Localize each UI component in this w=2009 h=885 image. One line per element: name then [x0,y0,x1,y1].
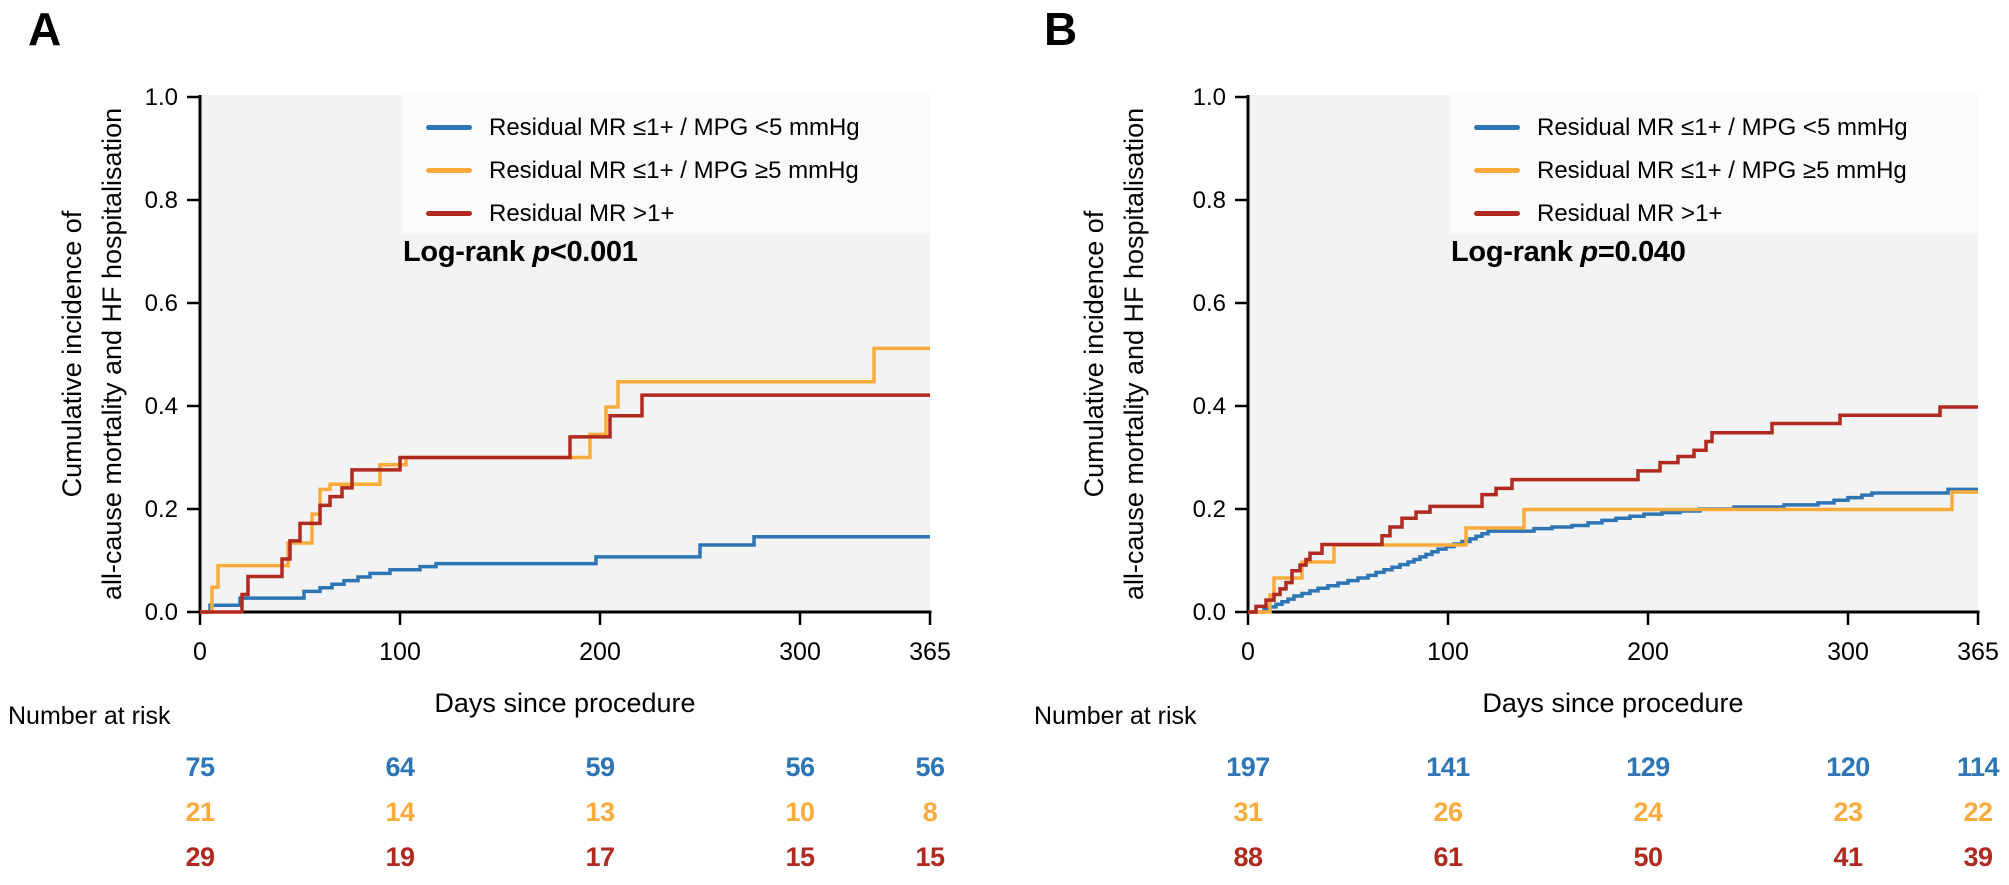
panel-b-y-axis-label [1074,34,1154,674]
risk-count-blue-B: 141 [1426,752,1470,782]
y-axis-label-line1: Cumulative incidence of [1079,210,1109,498]
panel-a-letter: A [28,3,61,55]
risk-count-red-A: 15 [915,842,945,872]
legend-item-mr-gt1 [1450,192,1978,235]
x-tick-label-B: 365 [1957,638,1999,666]
y-axis-label-line2: all-cause mortality and HF hospitalisation [97,107,127,601]
y-tick-label-B: 0.2 [1192,496,1226,523]
legend-item-mr-le1-mpg-ge5 [1450,149,1978,192]
x-tick-label-A: 365 [909,638,951,666]
legend-line-red-icon [1474,211,1520,216]
panel-a-legend [402,93,930,234]
legend-item-mr-le1-mpg-lt5 [402,106,930,149]
legend-label: Residual MR ≤1+ / MPG ≥5 mmHg [489,156,859,184]
legend-line-orange-icon [426,168,472,173]
legend-item-mr-le1-mpg-ge5 [402,149,930,192]
x-tick-label-B: 0 [1241,638,1255,666]
logrank-p-symbol: p [532,236,550,268]
risk-count-red-A: 29 [185,842,215,872]
legend-line-red-icon [426,211,472,216]
risk-count-blue-B: 120 [1826,752,1870,782]
logrank-prefix: Log-rank [403,236,533,268]
risk-count-orange-B: 24 [1633,797,1663,827]
risk-count-orange-B: 23 [1833,797,1863,827]
y-tick-label-B: 1.0 [1192,84,1226,111]
risk-count-red-B: 50 [1633,842,1663,872]
x-tick-label-A: 200 [579,638,621,666]
risk-count-red-A: 19 [385,842,415,872]
panel-b-legend [1450,93,1978,234]
y-tick-label-A: 0.8 [144,187,178,214]
panel-a-logrank-annotation [403,236,638,269]
risk-count-orange-B: 22 [1963,797,1993,827]
legend-label: Residual MR ≤1+ / MPG <5 mmHg [489,113,860,141]
risk-count-blue-B: 114 [1956,752,2000,782]
logrank-value: =0.040 [1597,236,1686,268]
panel-a-y-axis-label [52,34,132,674]
legend-line-blue-icon [426,125,472,130]
y-axis-label-line1: Cumulative incidence of [57,210,87,498]
panel-a-x-axis-label: Days since procedure [434,688,696,718]
x-tick-label-A: 0 [193,638,207,666]
risk-count-orange-A: 21 [185,797,215,827]
risk-count-blue-A: 56 [915,752,945,782]
risk-count-red-B: 41 [1833,842,1863,872]
y-tick-label-B: 0.0 [1192,599,1226,626]
logrank-value: <0.001 [549,236,638,268]
y-tick-label-B: 0.4 [1192,393,1226,420]
y-tick-label-A: 0.4 [144,393,178,420]
legend-line-orange-icon [1474,168,1520,173]
risk-count-blue-A: 56 [785,752,815,782]
y-tick-label-A: 0.0 [144,599,178,626]
risk-count-blue-B: 129 [1626,752,1670,782]
legend-item-mr-gt1 [402,192,930,235]
x-tick-label-B: 100 [1427,638,1469,666]
risk-count-blue-A: 59 [585,752,615,782]
logrank-p-symbol: p [1580,236,1598,268]
panel-a-number-at-risk-label: Number at risk [8,702,171,730]
risk-count-red-B: 61 [1433,842,1463,872]
risk-count-orange-B: 31 [1233,797,1263,827]
x-tick-label-A: 300 [779,638,821,666]
y-tick-label-A: 0.2 [144,496,178,523]
x-tick-label-B: 300 [1827,638,1869,666]
y-tick-label-B: 0.6 [1192,290,1226,317]
legend-label: Residual MR ≤1+ / MPG <5 mmHg [1537,113,1908,141]
risk-count-red-A: 15 [785,842,815,872]
risk-count-orange-A: 8 [922,797,938,827]
risk-count-red-A: 17 [585,842,615,872]
panel-b-number-at-risk-label: Number at risk [1034,702,1197,730]
panel-b-letter: B [1044,3,1077,55]
panel-b-logrank-annotation [1451,236,1686,269]
risk-count-orange-A: 10 [785,797,815,827]
legend-label: Residual MR >1+ [1537,199,1723,227]
risk-count-blue-B: 197 [1226,752,1270,782]
x-tick-label-B: 200 [1627,638,1669,666]
risk-count-red-B: 39 [1963,842,1993,872]
legend-line-blue-icon [1474,125,1520,130]
y-tick-label-B: 0.8 [1192,187,1226,214]
risk-count-red-B: 88 [1233,842,1263,872]
risk-count-orange-A: 14 [385,797,415,827]
legend-label: Residual MR ≤1+ / MPG ≥5 mmHg [1537,156,1907,184]
legend-label: Residual MR >1+ [489,199,675,227]
risk-count-blue-A: 64 [385,752,415,782]
logrank-prefix: Log-rank [1451,236,1581,268]
risk-count-orange-A: 13 [585,797,615,827]
y-tick-label-A: 0.6 [144,290,178,317]
panel-b-x-axis-label: Days since procedure [1482,688,1744,718]
legend-item-mr-le1-mpg-lt5 [1450,106,1978,149]
y-tick-label-A: 1.0 [144,84,178,111]
y-axis-label-line2: all-cause mortality and HF hospitalisation [1119,107,1149,601]
x-tick-label-A: 100 [379,638,421,666]
risk-count-blue-A: 75 [185,752,215,782]
risk-count-orange-B: 26 [1433,797,1463,827]
